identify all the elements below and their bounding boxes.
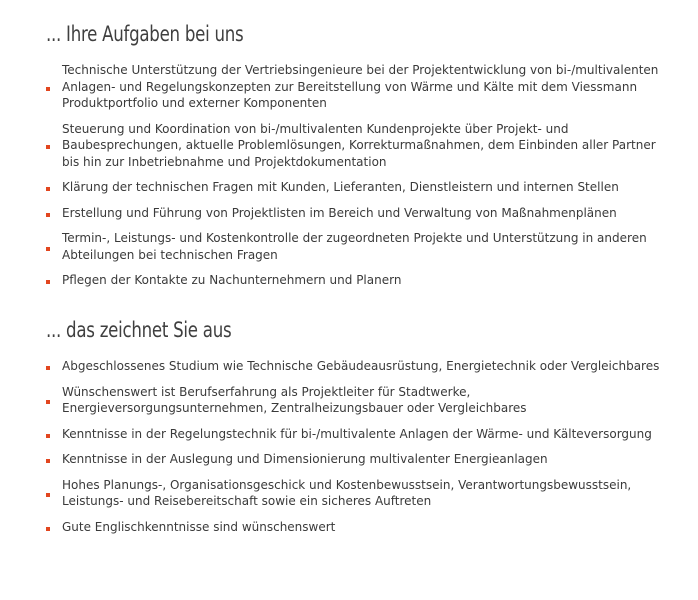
bullet-square-icon (46, 527, 50, 531)
list-item (46, 358, 676, 375)
tasks-heading: ... Ihre Aufgaben bei uns (46, 22, 244, 46)
profile-section (46, 316, 676, 544)
list-item-text: Abgeschlossenes Studium wie Technische Gebäudeausrüstung, Energietechnik oder Vergleichbares (62, 359, 660, 373)
bullet-square-icon (46, 145, 50, 149)
list-item-text: Erstellung und Führung von Projektlisten im Bereich und Verwaltung von Maßnahmenplänen (62, 205, 617, 220)
bullet-square-icon (46, 213, 50, 217)
bullet-square-icon (46, 87, 50, 91)
profile-list (46, 358, 676, 535)
list-item-text: Hohes Planungs-, Organisationsgeschick und Kostenbewusstsein, Verantwortungsbewusstsein, Leistungs- und Reisebereitschaft sowie ein sicheres Auftreten (62, 477, 632, 508)
bullet-square-icon (46, 434, 50, 438)
tasks-section (46, 20, 676, 298)
list-item (46, 121, 676, 171)
list-item (46, 384, 676, 417)
list-item-text: Technische Unterstützung der Vertriebsingenieure bei der Projektentwicklung von bi-/multivalenten Anlagen- und Regelungskonzepten zur Bereitstellung von Wärme und Kälte mit dem Viessmann Produktportfolio und externer Komponenten (62, 63, 659, 110)
list-item-text: Pflegen der Kontakte zu Nachunternehmern und Planern (62, 273, 402, 287)
bullet-square-icon (46, 280, 50, 284)
bullet-square-icon (46, 400, 50, 404)
bullet-square-icon (46, 493, 50, 497)
profile-heading: ... das zeichnet Sie aus (46, 318, 232, 342)
list-item-text: Kenntnisse in der Auslegung und Dimensionierung multivalenter Energieanlagen (62, 452, 548, 466)
bullet-square-icon (46, 247, 50, 251)
bullet-square-icon (46, 366, 50, 370)
list-item (46, 230, 676, 263)
list-item (46, 272, 676, 289)
tasks-list (46, 62, 676, 289)
list-item-text: Termin-, Leistungs- und Kostenkontrolle der zugeordneten Projekte und Unterstützung in anderen Abteilungen bei technischen Fragen (62, 231, 647, 262)
list-item (46, 179, 676, 196)
list-item (46, 205, 676, 222)
bullet-square-icon (46, 187, 50, 191)
list-item-text: Gute Englischkenntnisse sind wünschenswert (62, 519, 336, 534)
list-item (46, 62, 676, 112)
list-item-text: Steuerung und Koordination von bi-/multivalenten Kundenprojekte über Projekt- und Baubesprechungen, aktuelle Problemlösungen, Korrekturmaßnahmen, dem Einbinden aller Partner bis hin zur Inbetriebnahme und Projektdokumentation (62, 121, 656, 169)
list-item-text: Klärung der technischen Fragen mit Kunden, Lieferanten, Dienstleistern und internen Stellen (62, 180, 619, 194)
list-item (46, 477, 676, 510)
list-item (46, 519, 676, 536)
list-item-text: Wünschenswert ist Berufserfahrung als Projektleiter für Stadtwerke, Energieversorgungsunternehmen, Zentralheizungsbauer oder Vergleichbares (62, 384, 527, 415)
list-item (46, 426, 676, 443)
list-item (46, 451, 676, 468)
bullet-square-icon (46, 459, 50, 463)
list-item-text: Kenntnisse in der Regelungstechnik für bi-/multivalente Anlagen der Wärme- und Kälteversorgung (62, 426, 652, 441)
